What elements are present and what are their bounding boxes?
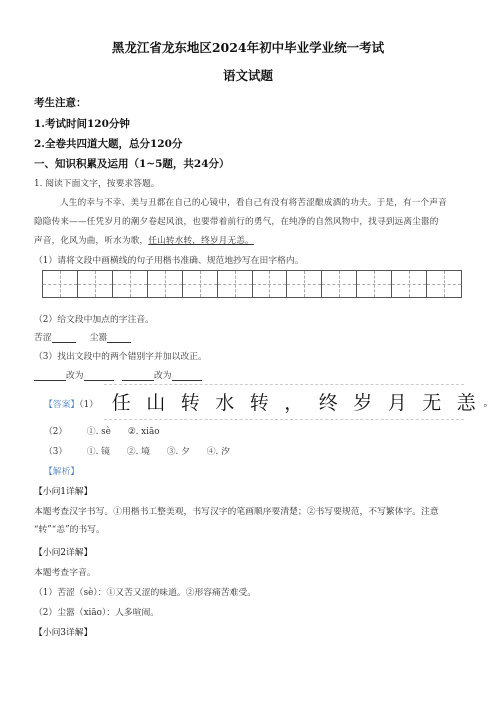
passage-line-prefix: 声音，化风为曲，听水为歌， — [34, 236, 149, 246]
answer-num: ②. — [126, 447, 139, 457]
grid-cell[interactable] — [253, 271, 288, 297]
answer-char: 恙 — [456, 391, 476, 414]
page-title: 黑龙江省龙东地区2024年初中毕业学业统一考试 — [111, 40, 385, 55]
answer-char: 月 — [387, 391, 407, 414]
fix-label: 改为 — [154, 371, 172, 381]
grid-cell[interactable] — [183, 271, 218, 297]
answer-char: 水 — [215, 391, 235, 414]
answer-char: 任 — [111, 391, 131, 414]
page-subtitle: 语文试题 — [222, 68, 273, 83]
sub-answer-heading: 【小问1详解】 — [34, 487, 93, 497]
passage-line: 人生的幸与不幸、美与丑都在自己的心镜中，看自己有没有将苦涩酿成酒的功夫。于是，有一个声音 — [60, 198, 447, 208]
grid-cell[interactable] — [218, 271, 253, 297]
part-3-label: （3） — [44, 447, 68, 457]
grid-cell[interactable] — [43, 271, 78, 297]
answer-num: ③. — [166, 447, 179, 457]
pinyin-blanks — [34, 330, 131, 343]
notice-item-1: 1.考试时间120分钟 — [34, 118, 130, 130]
answer-label-row — [44, 397, 98, 410]
underlined-sentence: 任山转水转，终岁月无恙。 — [148, 236, 254, 246]
notice-item-2: 2.全卷共四道大题，总分120分 — [34, 138, 183, 150]
sub-question-2: （2）给文段中加点的字注音。 — [34, 315, 154, 325]
answer-char: 终 — [318, 391, 338, 414]
answer-characters — [104, 384, 494, 418]
answer-num: ①. — [86, 447, 99, 457]
analysis-text: 本题考查汉字书写。①用楷书工整美观，书写汉字的笔画顺序要清楚；②书写要规范，不写繁体字。注意 — [34, 507, 439, 517]
answer-part-2 — [44, 424, 160, 437]
sub-answer-heading: 【小问2详解】 — [34, 548, 93, 558]
section-heading: 一、知识积累及运用（1~5题，共24分） — [34, 158, 230, 170]
sub-question-3: （3）找出文段中的两个错别字并加以改正。 — [34, 352, 207, 362]
correction-blanks — [34, 368, 202, 381]
answer-pinyin: xiāo — [141, 427, 160, 437]
grid-cell[interactable] — [322, 271, 357, 297]
answer-num: ④. — [206, 447, 219, 457]
word-a: 苦涩 — [34, 333, 52, 343]
answer-num: ②. — [127, 427, 139, 437]
answer-char: 山 — [146, 391, 166, 414]
answer-part-3 — [44, 444, 230, 457]
answer-word: 汐 — [221, 447, 230, 457]
notice-heading: 考生注意： — [34, 97, 87, 109]
grid-cell[interactable] — [357, 271, 392, 297]
answer-pinyin: sè — [101, 427, 111, 437]
grid-cell[interactable] — [427, 271, 461, 297]
answer-char: 转 — [180, 391, 200, 414]
answer-word: 境 — [141, 447, 150, 457]
blank-line[interactable] — [122, 371, 154, 381]
analysis-text: “转”“恙”的书写。 — [34, 525, 105, 535]
word-b: 尘嚣 — [89, 333, 108, 343]
answer-char: 。 — [483, 397, 494, 409]
analysis-text: 本题考查字音。 — [34, 568, 96, 578]
analysis-label: 【解析】 — [44, 467, 80, 477]
blank-line[interactable] — [34, 371, 66, 381]
answer-char: 无 — [422, 391, 442, 414]
answer-word: 夕 — [181, 447, 190, 457]
grid-cell[interactable] — [392, 271, 427, 297]
answer-label: 【答案】 — [44, 400, 80, 410]
sub-answer-heading: 【小问3详解】 — [34, 628, 93, 638]
passage-line: 隐隐传来——任凭岁月的潮夕卷起风浪，也要带着前行的勇气，在纯净的自然风物中，找寻到远离尘嚣的 — [34, 217, 439, 227]
answer-char: ， — [284, 391, 304, 414]
sub-question-1: （1）请将文段中画横线的句子用楷书准确、规范地抄写在田字格内。 — [34, 256, 304, 266]
fix-label: 改为 — [66, 371, 84, 381]
analysis-text: （2）尘嚣（xiāo）：人多喧闹。 — [34, 608, 160, 618]
tianzige-grid[interactable] — [42, 270, 462, 298]
blank-line[interactable] — [84, 371, 114, 381]
answer-num: ①. — [86, 427, 99, 437]
answer-char: 岁 — [353, 391, 373, 414]
grid-cell[interactable] — [78, 271, 113, 297]
answer-char: 转 — [249, 391, 269, 414]
blank-line[interactable] — [52, 333, 76, 343]
part-2-label: （2） — [44, 427, 68, 437]
question-1-prompt: 1. 阅读下面文字，按要求答题。 — [34, 179, 160, 189]
grid-cell[interactable] — [148, 271, 183, 297]
blank-line[interactable] — [172, 371, 202, 381]
grid-cell[interactable] — [113, 271, 148, 297]
passage-line — [34, 234, 254, 246]
blank-line[interactable] — [107, 333, 131, 343]
grid-cell[interactable] — [287, 271, 322, 297]
analysis-text: （1）苦涩（sè）：①又苦又涩的味道。②形容痛苦难受。 — [34, 588, 257, 598]
answer-word: 镜 — [101, 447, 110, 457]
answer-part-1: （1） — [79, 400, 98, 410]
